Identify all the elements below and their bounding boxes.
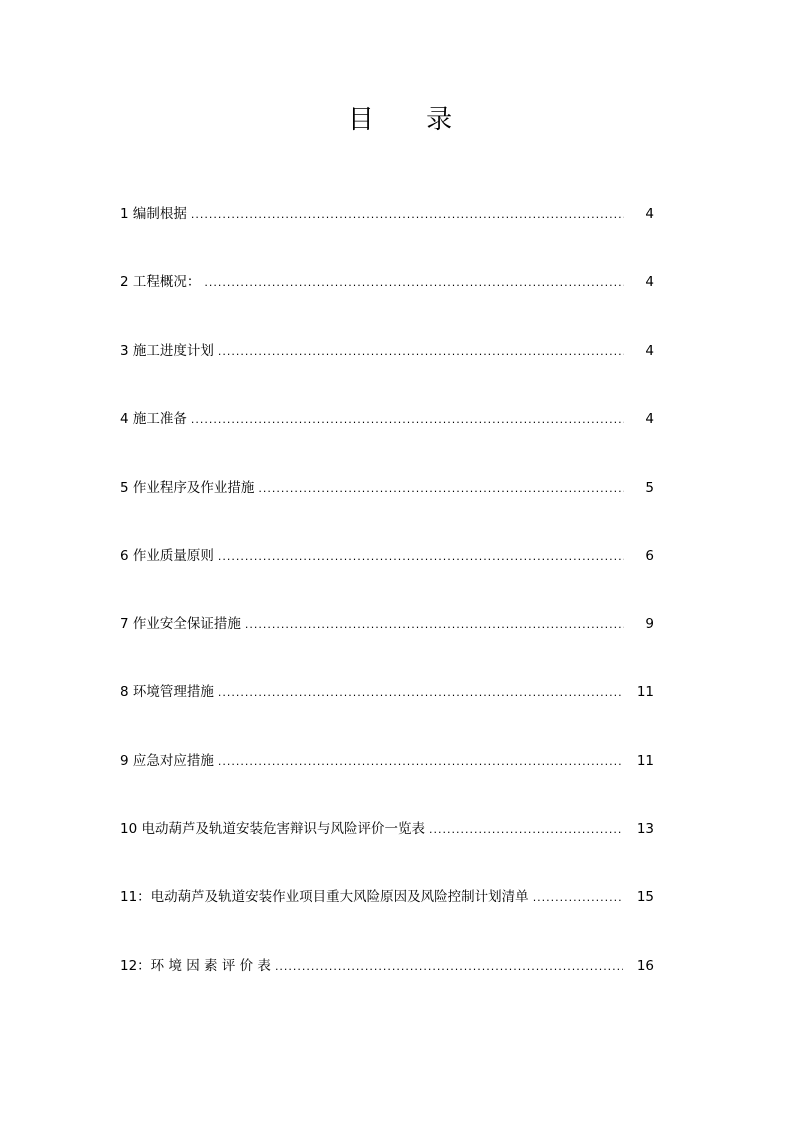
toc-entry[interactable] — [120, 339, 654, 363]
toc-entry-label: 3 施工进度计划 — [120, 343, 214, 359]
toc-entry[interactable] — [120, 202, 654, 226]
page-title: 目 录 — [347, 105, 475, 135]
toc-dot-leader — [533, 886, 623, 910]
toc-dot-leader — [258, 477, 624, 501]
toc-dot-leader — [218, 681, 623, 705]
toc-entry-label: 6 作业质量原则 — [120, 548, 214, 564]
toc-entry-page: 15 — [636, 889, 654, 905]
toc-entry-page: 11 — [636, 684, 654, 700]
toc-dot-leader — [218, 545, 624, 569]
toc-entry[interactable] — [120, 544, 654, 568]
toc-entry-page: 13 — [636, 821, 654, 837]
toc-entry-label: 9 应急对应措施 — [120, 753, 214, 769]
toc-entry-page: 9 — [645, 616, 654, 632]
toc-entry-page: 11 — [636, 753, 654, 769]
toc-entry-label: 11：电动葫芦及轨道安装作业项目重大风险原因及风险控制计划清单 — [120, 889, 529, 905]
toc-entry[interactable] — [120, 954, 654, 978]
toc-entry[interactable] — [120, 612, 654, 636]
toc-entry[interactable] — [120, 817, 654, 841]
toc-entry[interactable] — [120, 680, 654, 704]
toc-entry-page: 4 — [645, 206, 654, 222]
toc-entry-label: 10 电动葫芦及轨道安装危害辩识与风险评价一览表 — [120, 821, 425, 837]
toc-dot-leader — [218, 750, 623, 774]
toc-entry-page: 5 — [645, 480, 654, 496]
toc-dot-leader — [191, 203, 624, 227]
toc-entry-label: 1 编制根据 — [120, 206, 187, 222]
toc-entry[interactable] — [120, 885, 654, 909]
toc-entry-page: 16 — [636, 958, 654, 974]
toc-entry-page: 4 — [645, 343, 654, 359]
toc-entry-label: 4 施工准备 — [120, 411, 187, 427]
toc-dot-leader — [429, 818, 623, 842]
toc-dot-leader — [218, 340, 624, 364]
toc-entry-label: 5 作业程序及作业措施 — [120, 480, 255, 496]
toc-dot-leader — [275, 955, 623, 979]
toc-entry[interactable] — [120, 749, 654, 773]
toc-entry-label: 12：环 境 因 素 评 价 表 — [120, 958, 271, 974]
toc-entry-label: 2 工程概况： — [120, 274, 201, 290]
toc-entry[interactable] — [120, 270, 654, 294]
toc-entry-page: 6 — [645, 548, 654, 564]
toc-entry-label: 8 环境管理措施 — [120, 684, 214, 700]
toc-entry-label: 7 作业安全保证措施 — [120, 616, 241, 632]
toc-dot-leader — [245, 613, 624, 637]
toc-entry[interactable] — [120, 476, 654, 500]
toc-entry-page: 4 — [645, 274, 654, 290]
toc-entry-page: 4 — [645, 411, 654, 427]
toc-dot-leader — [191, 408, 624, 432]
toc-dot-leader — [204, 271, 624, 295]
toc-entry[interactable] — [120, 407, 654, 431]
